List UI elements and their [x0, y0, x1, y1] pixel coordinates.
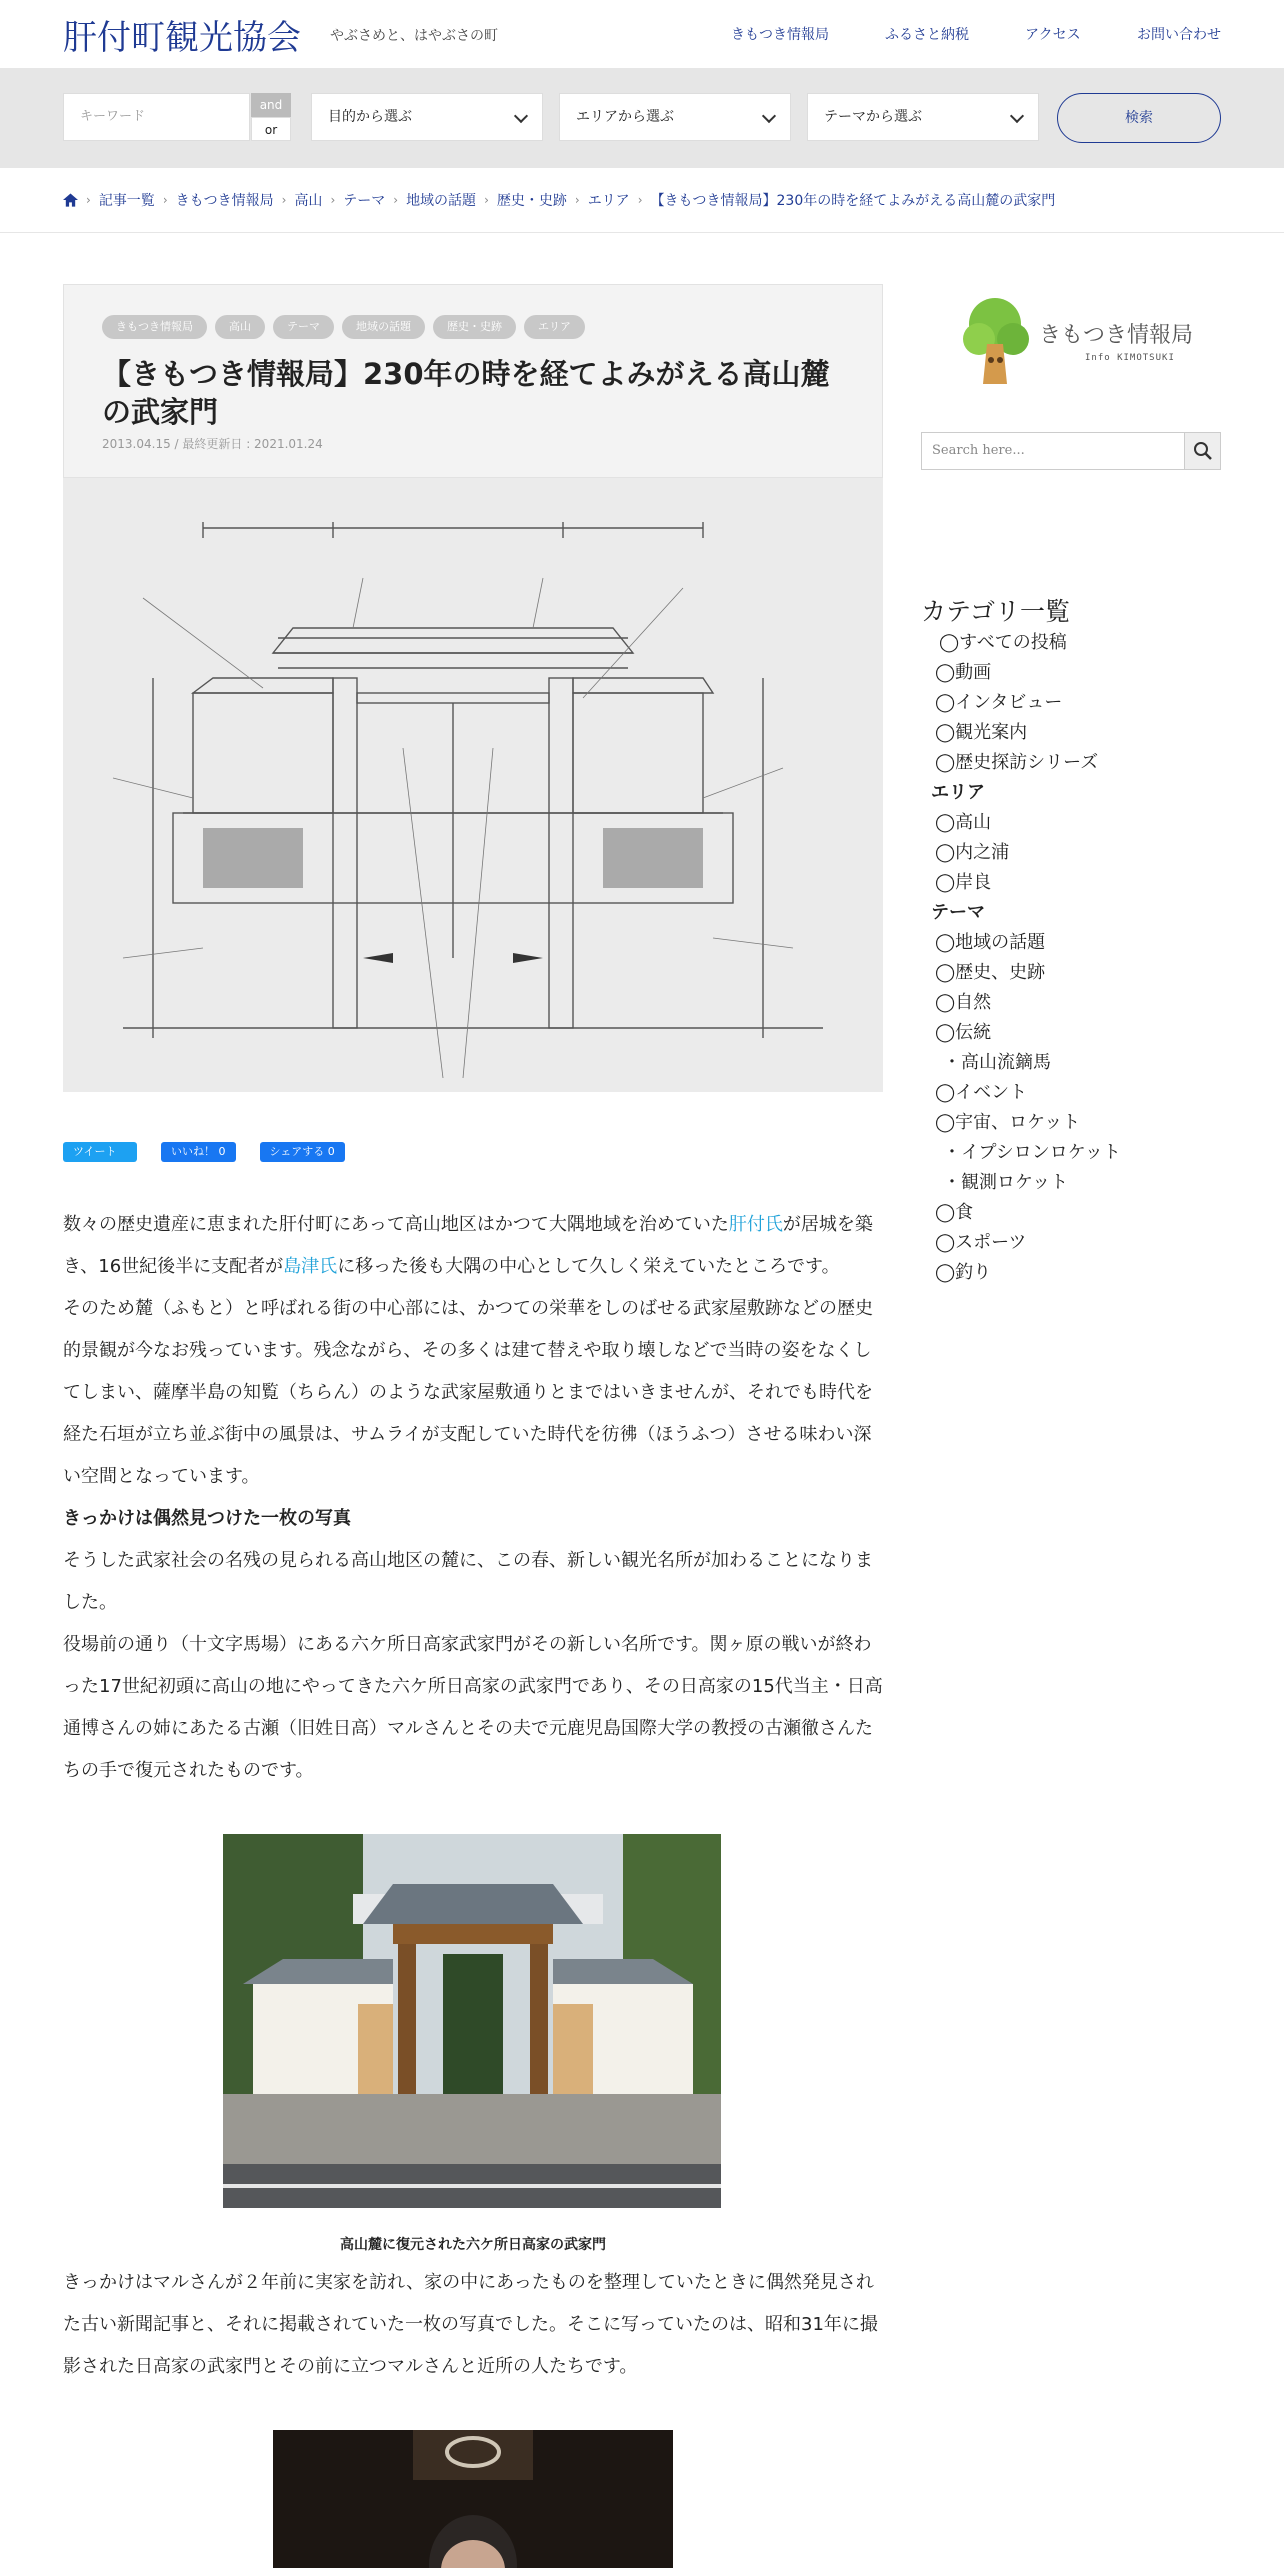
tag[interactable]: きもつき情報局: [102, 315, 207, 339]
breadcrumb-separator: ›: [484, 193, 489, 207]
nav-item-furusato-nozei[interactable]: ふるさと納税: [885, 27, 969, 43]
area-select-label: エリアから選ぶ: [576, 109, 674, 125]
nav-item-access[interactable]: アクセス: [1025, 27, 1081, 43]
search-icon: [1185, 433, 1221, 469]
chevron-down-icon: [1010, 109, 1024, 123]
breadcrumb-item[interactable]: テーマ: [343, 193, 386, 209]
category-item[interactable]: ◯歴史探訪シリーズ: [935, 752, 1099, 773]
divider: [0, 232, 1284, 233]
article-title: 【きもつき情報局】230年の時を経てよみがえる高山麓の武家門: [102, 357, 830, 429]
article-header: [63, 284, 883, 478]
article-body: [63, 1204, 883, 1792]
tag-list: [102, 315, 585, 339]
search-button[interactable]: 検索: [1057, 93, 1221, 143]
category-item[interactable]: ・イプシロンロケット: [943, 1142, 1121, 1163]
breadcrumb-item[interactable]: 歴史・史跡: [496, 193, 567, 209]
gate-photo: [223, 1834, 721, 2208]
category-item[interactable]: ◯イベント: [935, 1082, 1028, 1103]
category-item[interactable]: ◯内之浦: [935, 842, 1010, 863]
share-buttons: [63, 1142, 345, 1162]
breadcrumb-item[interactable]: 記事一覧: [98, 193, 155, 209]
category-title: カテゴリ一覧: [921, 597, 1071, 626]
keyword-input[interactable]: キーワード: [63, 93, 250, 141]
category-item[interactable]: ◯すべての投稿: [939, 632, 1067, 653]
chevron-down-icon: [762, 109, 776, 123]
nav-item-contact[interactable]: お問い合わせ: [1137, 27, 1221, 43]
breadcrumb-separator: ›: [86, 193, 91, 207]
category-item[interactable]: ・高山流鏑馬: [943, 1052, 1051, 1073]
breadcrumb-item[interactable]: エリア: [587, 193, 630, 209]
category-item[interactable]: ◯動画: [935, 662, 992, 683]
category-item[interactable]: ◯地域の話題: [935, 932, 1046, 953]
tag[interactable]: 歴史・史跡: [433, 315, 516, 339]
category-item[interactable]: ◯観光案内: [935, 722, 1028, 743]
category-item[interactable]: ◯自然: [935, 992, 992, 1013]
breadcrumb-item[interactable]: 高山: [294, 193, 323, 209]
paragraph: 数々の歴史遺産に恵まれた肝付町にあって高山地区はかつて大隅地域を治めていた肝付氏が居城を築き、16世紀後半に支配者が島津氏に移った後も大隅の中心として久しく栄えていたところです。: [63, 1214, 873, 1277]
article: [63, 284, 883, 1092]
tree-logo-icon: [957, 294, 1197, 394]
search-bar: [0, 68, 1284, 168]
category-item[interactable]: ◯スポーツ: [935, 1232, 1027, 1253]
purpose-select[interactable]: [311, 93, 543, 141]
sidebar-search[interactable]: [921, 432, 1221, 470]
paragraph: そうした武家社会の名残の見られる高山地区の麓に、この春、新しい観光名所が加わることになりました。: [63, 1550, 873, 1613]
person-photo-drawing: [273, 2430, 673, 2568]
link-kimotsuki-clan[interactable]: 肝付氏: [728, 1214, 783, 1235]
purpose-select-label: 目的から選ぶ: [328, 109, 412, 125]
category-item[interactable]: ◯伝統: [935, 1022, 992, 1043]
category-group-heading: エリア: [931, 782, 985, 803]
share-button[interactable]: シェアする 0: [260, 1142, 345, 1162]
category-item[interactable]: ・観測ロケット: [943, 1172, 1069, 1193]
like-button[interactable]: いいね！ 0: [161, 1142, 236, 1162]
breadcrumb-current: 【きもつき情報局】230年の時を経てよみがえる高山麓の武家門: [650, 193, 1056, 209]
category-group-heading: テーマ: [931, 902, 985, 923]
category-item[interactable]: ◯高山: [935, 812, 992, 833]
and-or-toggle[interactable]: [251, 93, 291, 141]
gate-blueprint-image: [63, 478, 883, 1092]
section-heading: きっかけは偶然見つけた一枚の写真: [63, 1508, 351, 1529]
home-icon[interactable]: [63, 193, 78, 207]
link-shimazu-clan[interactable]: 島津氏: [283, 1256, 338, 1277]
paragraph: きっかけはマルさんが２年前に実家を訪れ、家の中にあったものを整理していたときに偶然発見された古い新聞記事と、それに掲載されていた一枚の写真でした。そこに写っていたのは、昭和31年に撮影された日高家の武家門とその前に立つマルさんと近所の人たちです。: [63, 2272, 878, 2377]
theme-select[interactable]: [807, 93, 1039, 141]
breadcrumb-separator: ›: [162, 193, 168, 207]
breadcrumb-separator: ›: [574, 193, 580, 207]
category-item[interactable]: ◯食: [935, 1202, 974, 1223]
category-item[interactable]: ◯宇宙、ロケット: [935, 1112, 1081, 1133]
sidebar-search-input[interactable]: Search here...: [932, 443, 1025, 458]
breadcrumb-separator: ›: [330, 193, 336, 207]
tag[interactable]: エリア: [524, 315, 585, 339]
breadcrumb-separator: ›: [393, 193, 399, 207]
area-select[interactable]: [559, 93, 791, 141]
breadcrumb-item[interactable]: 地域の話題: [406, 193, 477, 209]
site-title[interactable]: 肝付町観光協会: [63, 18, 301, 58]
logo-text: きもつき情報局: [1039, 323, 1194, 348]
and-option[interactable]: and: [251, 93, 291, 117]
tweet-button[interactable]: ツイート: [63, 1142, 137, 1162]
paragraph: そのため麓（ふもと）と呼ばれる街の中心部には、かつての栄華をしのばせる武家屋敷跡などの歴史的景観が今なお残っています。残念ながら、その多くは建て替えや取り壊しなどで当時の姿をなくしてしまい、薩摩半島の知覧（ちらん）のような武家屋敷通りとまではいきませんが、それでも時代を経た石垣が立ち並ぶ街中の風景は、サムライが支配していた時代を彷彿（ほうふつ）させる味わい深い空間となっています。: [63, 1298, 873, 1487]
tag[interactable]: テーマ: [273, 315, 334, 339]
category-list: [921, 628, 1221, 1288]
tag[interactable]: 高山: [215, 315, 265, 339]
category-item[interactable]: ◯インタビュー: [935, 692, 1063, 713]
category-item[interactable]: ◯釣り: [935, 1262, 992, 1283]
breadcrumb: [63, 190, 1055, 210]
or-option[interactable]: or: [251, 117, 291, 141]
category-item[interactable]: ◯歴史、史跡: [935, 962, 1046, 983]
article-body-continued: [63, 2262, 883, 2388]
paragraph: 役場前の通り（十文字馬場）にある六ケ所日高家武家門がその新しい名所です。関ヶ原の戦いが終わった17世紀初頭に高山の地にやってきた六ケ所日高家の武家門であり、その日高家の15代当主・日高通博さんの姉にあたる古瀬（旧姓日高）マルさんとその夫で元鹿児島国際大学の教授の古瀬徹さんたちの手で復元されたものです。: [63, 1634, 883, 1781]
photo-caption: 高山麓に復元された六ケ所日高家の武家門: [340, 2237, 606, 2253]
sidebar-search-button[interactable]: [1184, 433, 1220, 469]
kimotsuki-info-logo[interactable]: [957, 294, 1197, 394]
person-photo: [273, 2430, 673, 2568]
article-date: 2013.04.15 / 最終更新日 : 2021.01.24: [102, 437, 323, 451]
chevron-down-icon: [514, 109, 528, 123]
category-item[interactable]: ◯岸良: [935, 872, 992, 893]
tag[interactable]: 地域の話題: [342, 315, 425, 339]
site-header: [0, 0, 1284, 68]
breadcrumb-item[interactable]: きもつき情報局: [175, 193, 274, 209]
nav-item-kimotsuki-info[interactable]: きもつき情報局: [731, 27, 829, 43]
site-tagline: やぶさめと、はやぶさの町: [330, 28, 498, 44]
breadcrumb-separator: ›: [637, 193, 643, 207]
gate-photo-drawing: [223, 1834, 721, 2208]
breadcrumb-separator: ›: [281, 193, 287, 207]
blueprint-drawing: [63, 478, 883, 1092]
logo-subtext: Info KIMOTSUKI: [1085, 353, 1175, 363]
theme-select-label: テーマから選ぶ: [824, 109, 922, 125]
